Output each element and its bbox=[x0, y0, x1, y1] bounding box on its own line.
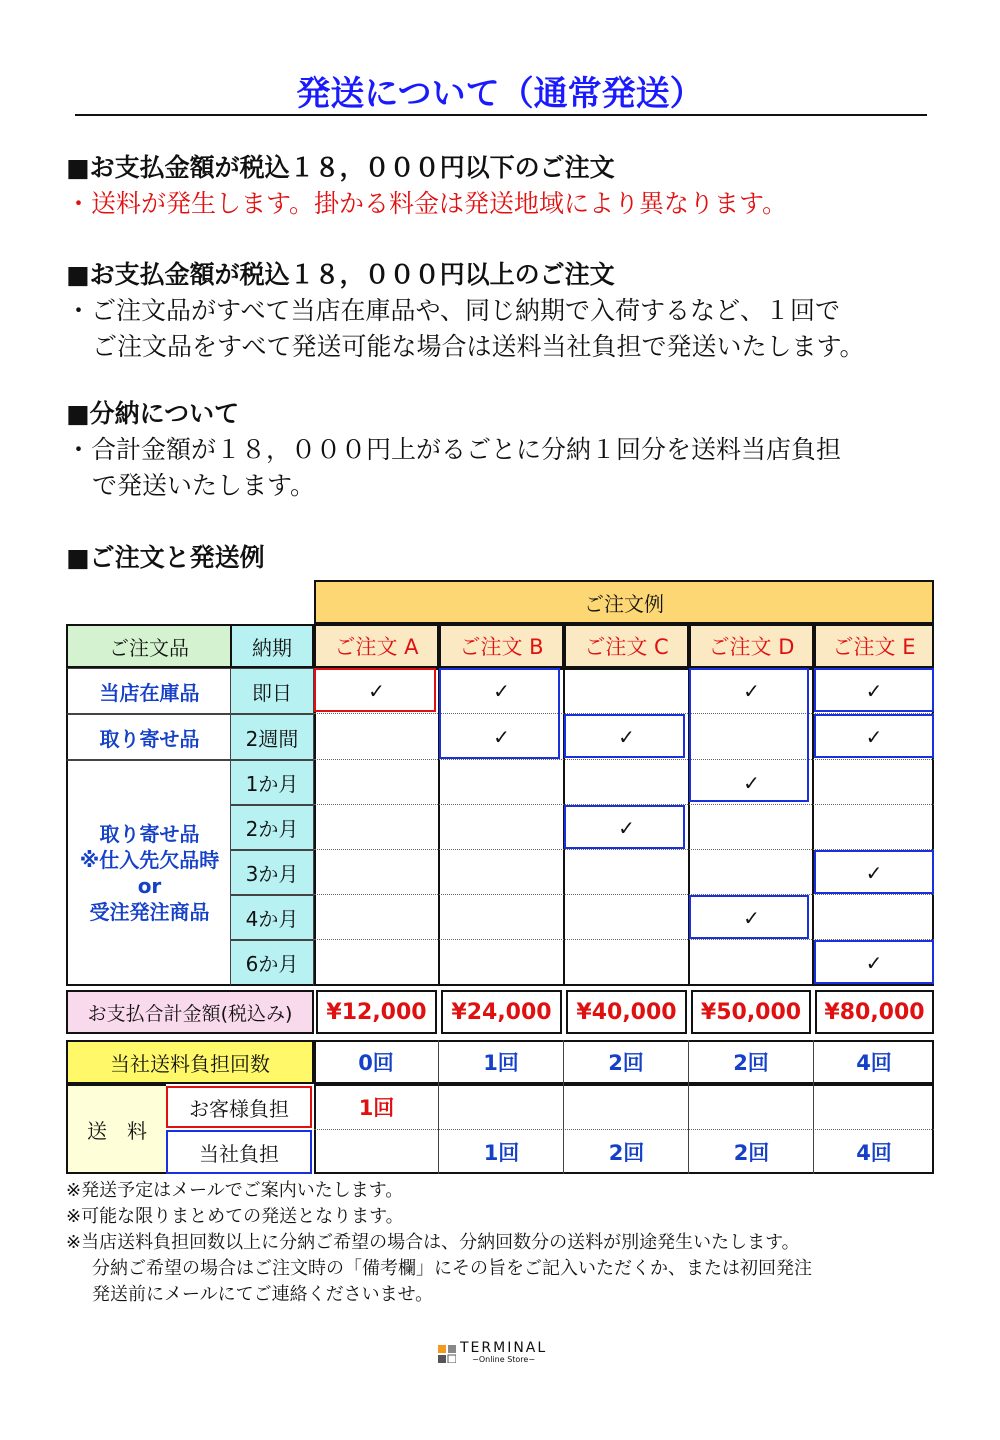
company-pays-count: 4回 bbox=[856, 1141, 892, 1165]
check-mark: ✓ bbox=[743, 679, 760, 703]
item-instock: 当店在庫品 bbox=[66, 668, 232, 714]
section-text: ご注文品をすべて発送可能な場合は送料当社負担で発送いたします。 bbox=[92, 332, 865, 361]
note-line: ※発送予定はメールでご案内いたします。 bbox=[66, 1180, 404, 1201]
total-amount: ¥50,000 bbox=[691, 990, 811, 1034]
col-header-order-b: ご注文 B bbox=[439, 624, 564, 668]
terminal-logo bbox=[438, 1342, 547, 1366]
lead-cell: 3か月 bbox=[230, 850, 314, 895]
item-backorder bbox=[66, 760, 232, 986]
total-amount: ¥40,000 bbox=[566, 990, 687, 1034]
customer-pays-count: 1回 bbox=[358, 1096, 395, 1120]
col-header-order-a: ご注文 A bbox=[314, 624, 439, 668]
logo-sub: −Online Store− bbox=[472, 1355, 536, 1364]
section-over-18000 bbox=[66, 257, 865, 365]
check-mark: ✓ bbox=[865, 951, 883, 975]
section-split-delivery bbox=[66, 396, 841, 504]
shipping-label: 送 料 bbox=[66, 1084, 166, 1174]
lead-cell: 1か月 bbox=[230, 760, 314, 805]
title-divider bbox=[75, 114, 927, 116]
section-text: で発送いたします。 bbox=[92, 471, 316, 500]
total-amount: ¥80,000 bbox=[815, 990, 934, 1034]
note-line: ※可能な限りまとめての発送となります。 bbox=[66, 1206, 404, 1227]
item-backorder-line: 受注発注商品 bbox=[89, 899, 210, 924]
check-mark: ✓ bbox=[493, 725, 510, 749]
section-under-18000 bbox=[66, 150, 787, 222]
section-text: ・合計金額が１８，０００円上がるごとに分納１回分を送料当店負担 bbox=[66, 435, 842, 464]
section-heading: ■お支払金額が税込１８，０００円以下のご注文 bbox=[66, 153, 615, 182]
item-backorder-line: ※仕入先欠品時 bbox=[79, 847, 220, 872]
total-amount: ¥12,000 bbox=[316, 990, 437, 1034]
company-pays-count: 2回 bbox=[608, 1141, 645, 1165]
section-text: ・ご注文品がすべて当店在庫品や、同じ納期で入荷するなど、１回で bbox=[66, 296, 841, 325]
col-header-order-c: ご注文 C bbox=[564, 624, 689, 668]
free-count: 2回 bbox=[564, 1040, 689, 1084]
page-title: 発送について（通常発送） bbox=[296, 74, 704, 114]
col-header-lead: 納期 bbox=[230, 624, 314, 668]
total-label: お支払合計金額(税込み) bbox=[66, 990, 314, 1034]
check-mark: ✓ bbox=[865, 725, 883, 749]
check-mark: ✓ bbox=[865, 860, 883, 885]
section-heading: ■分納について bbox=[66, 399, 240, 428]
company-pays-label: 当社負担 bbox=[166, 1130, 312, 1174]
section-heading: ■お支払金額が税込１８，０００円以上のご注文 bbox=[66, 260, 615, 289]
check-mark: ✓ bbox=[865, 679, 883, 703]
item-order: 取り寄せ品 bbox=[66, 714, 232, 760]
lead-cell: 2週間 bbox=[230, 714, 314, 760]
item-backorder-line: 取り寄せ品 bbox=[99, 821, 200, 846]
section-text: ・送料が発生します。掛かる料金は発送地域により異なります。 bbox=[66, 189, 788, 218]
note-line: 分納ご希望の場合はご注文時の「備考欄」にその旨をご記入いただくか、または初回発注 bbox=[92, 1258, 812, 1279]
company-pays-count: 1回 bbox=[483, 1141, 520, 1165]
company-pays-count: 2回 bbox=[733, 1141, 770, 1165]
free-count: 4回 bbox=[856, 1051, 892, 1075]
note-line: 発送前にメールにてご連絡くださいませ。 bbox=[92, 1284, 434, 1305]
col-header-order-e: ご注文 E bbox=[814, 624, 934, 668]
free-count: 0回 bbox=[314, 1040, 439, 1084]
check-mark: ✓ bbox=[743, 905, 760, 930]
notes bbox=[66, 1178, 812, 1308]
lead-cell: 2か月 bbox=[230, 805, 314, 850]
free-count-label: 当社送料負担回数 bbox=[66, 1040, 314, 1084]
item-backorder-line: or bbox=[137, 873, 162, 898]
customer-pays-label: お客様負担 bbox=[166, 1086, 312, 1128]
lead-cell: 即日 bbox=[230, 668, 314, 714]
section-heading: ■ご注文と発送例 bbox=[66, 543, 265, 572]
check-mark: ✓ bbox=[618, 725, 635, 749]
col-header-item: ご注文品 bbox=[66, 624, 232, 668]
logo-name: TERMINAL bbox=[460, 1340, 548, 1356]
check-mark: ✓ bbox=[618, 815, 635, 840]
check-mark: ✓ bbox=[493, 679, 510, 703]
example-header: ご注文例 bbox=[314, 580, 934, 624]
lead-cell: 6か月 bbox=[230, 940, 314, 986]
free-count: 2回 bbox=[689, 1040, 814, 1084]
logo-mark-icon bbox=[438, 1345, 456, 1363]
check-mark: ✓ bbox=[368, 679, 385, 703]
total-amount: ¥24,000 bbox=[441, 990, 562, 1034]
col-header-order-d: ご注文 D bbox=[689, 624, 814, 668]
lead-cell: 4か月 bbox=[230, 895, 314, 940]
check-mark: ✓ bbox=[743, 770, 760, 795]
note-line: ※当店送料負担回数以上に分納ご希望の場合は、分納回数分の送料が別途発生いたします。 bbox=[66, 1232, 800, 1253]
free-count: 1回 bbox=[439, 1040, 564, 1084]
